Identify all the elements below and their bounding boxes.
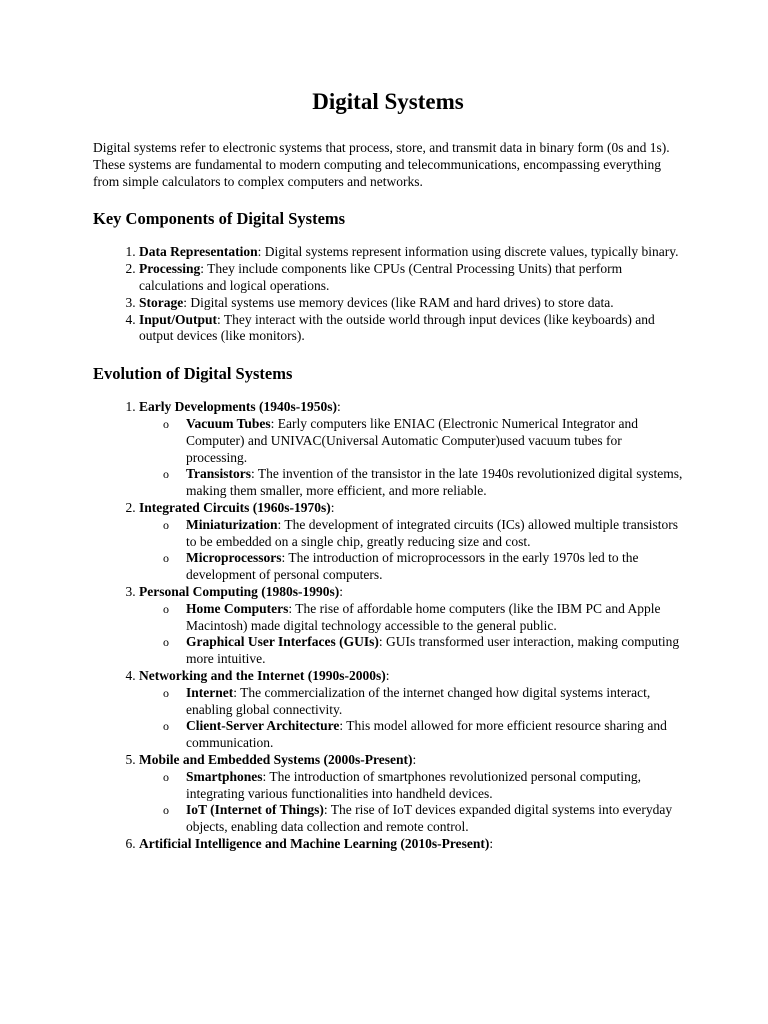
list-item-term: Mobile and Embedded Systems (2000s-Present) [139,751,413,767]
sub-item-term: Smartphones [186,768,263,784]
page-title: Digital Systems [312,89,464,114]
sub-item-term: Home Computers [186,600,289,616]
sub-item-text: : The introduction of smartphones revolutionized personal computing, integrating various functionalities into handheld devices. [186,768,641,801]
evolution-list [93,399,683,853]
sub-list [139,517,683,584]
sub-list-item [186,802,683,836]
sub-item-term: IoT (Internet of Things) [186,802,324,818]
list-item-term: Artificial Intelligence and Machine Learning (2010s-Present) [139,835,490,851]
sub-item-text: : The rise of affordable home computers (like the IBM PC and Apple Macintosh) made digital technology accessible to the general public. [186,600,661,633]
list-item [139,312,683,346]
list-item [139,752,683,836]
list-item-term: Personal Computing (1980s-1990s) [139,583,340,599]
sub-item-text: : Early computers like ENIAC (Electronic Numerical Integrator and Computer) and UNIVAC(Universal Automatic Computer)used vacuum tubes for processing. [186,415,639,465]
list-item-term: Networking and the Internet (1990s-2000s) [139,667,386,683]
sub-list-item [186,634,683,668]
sub-list-item [186,769,683,803]
sub-list-item [186,550,683,584]
list-item [139,295,683,312]
sub-item-text: : This model allowed for more efficient resource sharing and communication. [186,718,667,751]
sub-item-text: : The invention of the transistor in the late 1940s revolutionized digital systems, making them smaller, more efficient, and more reliable. [186,466,683,499]
list-item [139,668,683,752]
sub-list-item [186,601,683,635]
list-item-text: : [385,667,390,683]
sub-item-text: : The development of integrated circuits (ICs) allowed multiple transistors to be embedded on a single chip, greatly reducing size and cost. [186,516,679,549]
sub-item-text: : The rise of IoT devices expanded digital systems into everyday objects, enabling data collection and remote control. [186,802,673,835]
list-item [139,836,683,853]
document-page [93,86,683,871]
sub-list [139,416,683,500]
list-item-text: : [412,751,417,767]
list-item-term: Processing [139,261,201,277]
list-item-term: Integrated Circuits (1960s-1970s) [139,499,331,515]
sub-item-term: Microprocessors [186,550,282,566]
list-item-text: : [339,583,344,599]
key-components-list [93,244,683,345]
sub-list-item [186,517,683,551]
sub-item-text: : The introduction of microprocessors in the early 1970s led to the development of personal computers. [186,550,639,583]
list-item-term: Early Developments (1940s-1950s) [139,399,337,415]
list-item-text: : [330,499,335,515]
section-heading-evolution: Evolution of Digital Systems [93,364,293,384]
sub-item-term: Miniaturization [186,516,278,532]
sub-list-item [186,416,683,466]
sub-list [139,769,683,836]
list-item-text: : [336,399,341,415]
sub-item-text: : The commercialization of the internet changed how digital systems interact, enabling global connectivity. [186,684,651,717]
sub-item-term: Graphical User Interfaces (GUIs) [186,634,379,650]
list-item [139,399,683,500]
list-item-text: : They interact with the outside world through input devices (like keyboards) and output devices (like monitors). [139,311,655,344]
list-item-text: : Digital systems use memory devices (like RAM and hard drives) to store data. [183,294,614,310]
sub-list [139,685,683,752]
list-item [139,584,683,668]
list-item-text: : [489,835,494,851]
list-item-term: Storage [139,294,184,310]
list-item-term: Data Representation [139,244,258,260]
list-item [139,500,683,584]
list-item-text: : They include components like CPUs (Central Processing Units) that perform calculations and logical operations. [139,261,623,293]
list-item [139,261,683,295]
sub-item-term: Transistors [186,466,252,482]
list-item-term: Input/Output [139,311,218,327]
sub-list-item [186,685,683,719]
list-item [139,244,683,261]
list-item-text: : Digital systems represent information using discrete values, typically binary. [257,244,679,260]
sub-list [139,601,683,668]
section-heading-key-components: Key Components of Digital Systems [93,209,346,229]
intro-paragraph: Digital systems refer to electronic systems that process, store, and transmit data in binary form (0s and 1s). These systems are fundamental to modern computing and telecommunications, encompassing everything from simple calculators to complex computers and networks. [93,140,670,189]
sub-item-term: Vacuum Tubes [186,415,271,431]
sub-item-text: : GUIs transformed user interaction, making computing more intuitive. [186,634,680,667]
sub-list-item [186,718,683,752]
sub-list-item [186,466,683,500]
sub-item-term: Internet [186,684,234,700]
sub-item-term: Client-Server Architecture [186,718,340,734]
